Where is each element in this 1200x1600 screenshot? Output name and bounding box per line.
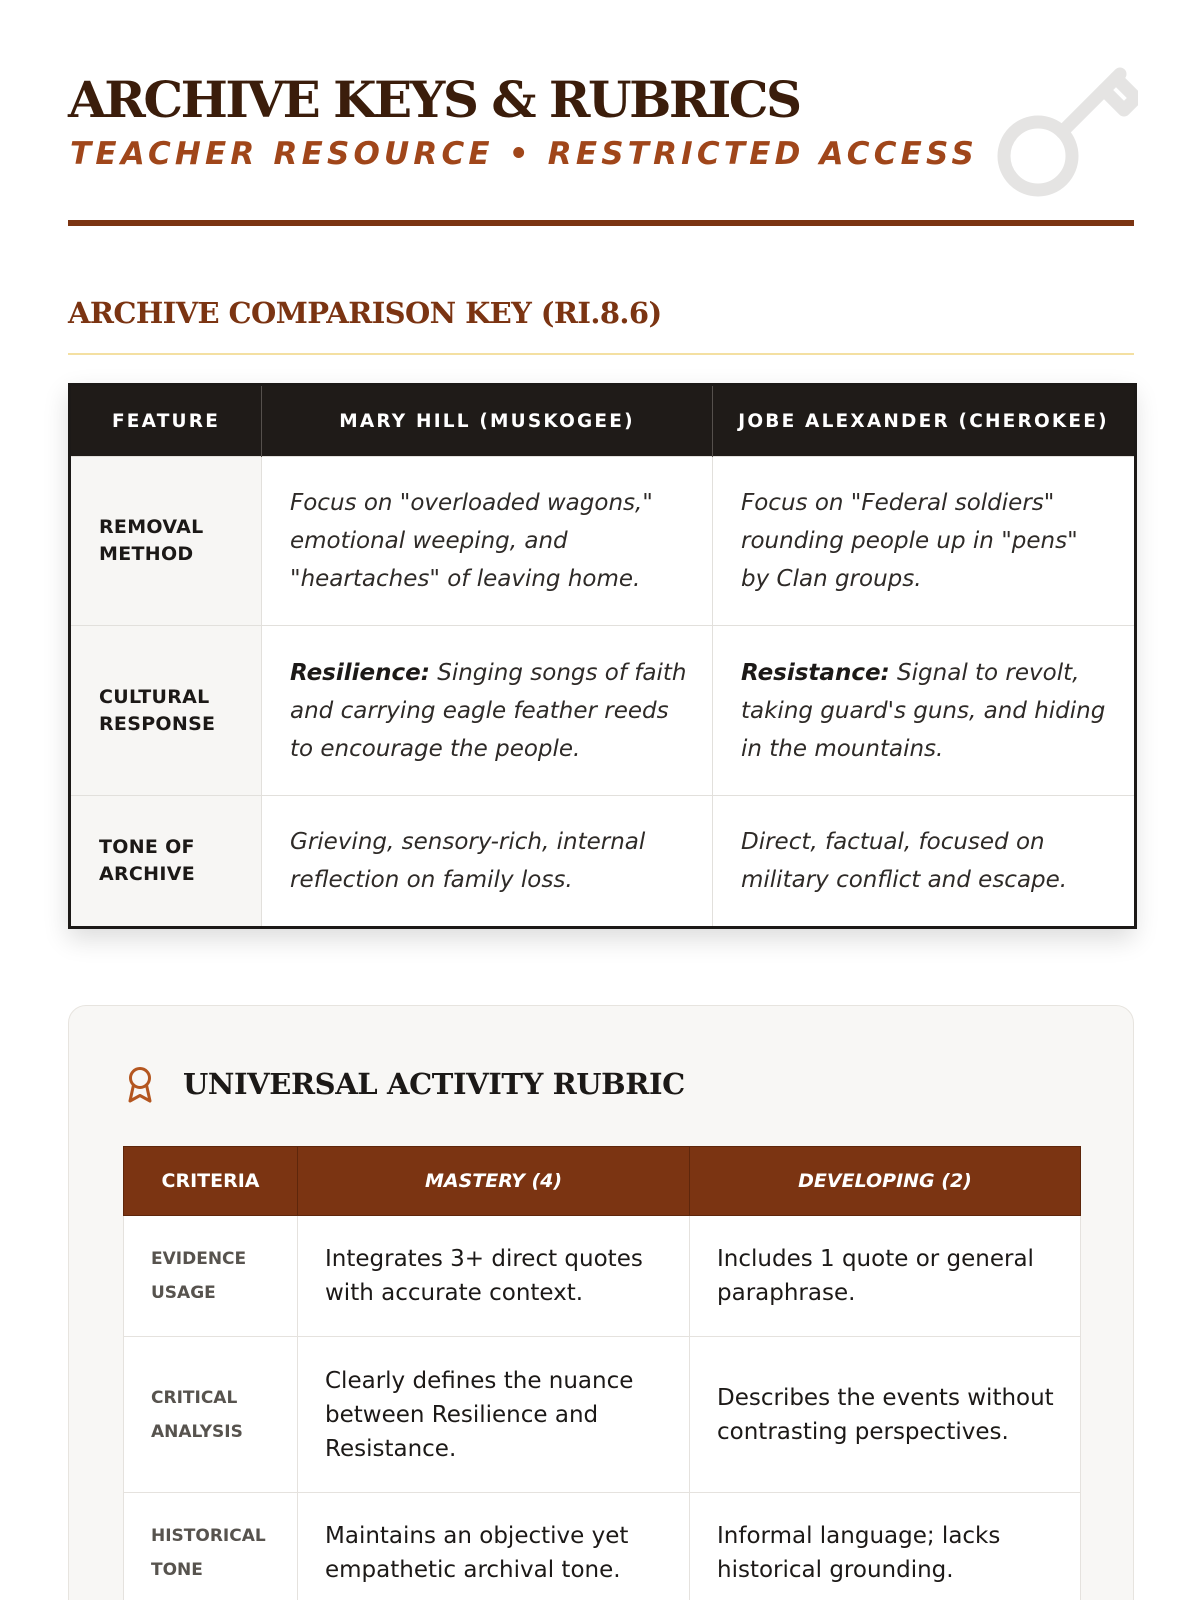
mary-hill-cell xyxy=(262,626,713,796)
column-header-jobe-alexander: JOBE ALEXANDER (CHEROKEE) xyxy=(713,385,1136,457)
column-header-mastery: MASTERY (4) xyxy=(298,1147,690,1216)
column-header-mary-hill: MARY HILL (MUSKOGEE) xyxy=(262,385,713,457)
cell-text: Focus on "Federal soldiers" rounding people up in "pens" by Clan groups. xyxy=(741,490,1078,592)
comparison-divider xyxy=(68,353,1134,355)
cell-text: Grieving, sensory-rich, internal reflection on family loss. xyxy=(290,829,646,893)
comparison-title: ARCHIVE COMPARISON KEY (RI.8.6) xyxy=(68,296,662,330)
cell-text: Singing songs of faith and carrying eagle feather reeds to encourage the people. xyxy=(290,659,687,762)
table-row xyxy=(70,457,1136,626)
developing-cell: Includes 1 quote or general paraphrase. xyxy=(690,1216,1081,1337)
comparison-header-row xyxy=(70,385,1136,457)
cell-lead: Resistance: xyxy=(741,659,890,686)
page-header xyxy=(68,0,1134,228)
table-row xyxy=(70,796,1136,928)
developing-cell: Describes the events without contrasting perspectives. xyxy=(690,1337,1081,1493)
rubric-header-row xyxy=(124,1147,1081,1216)
mastery-cell: Clearly defines the nuance between Resilience and Resistance. xyxy=(298,1337,690,1493)
column-header-developing: DEVELOPING (2) xyxy=(690,1147,1081,1216)
mary-hill-cell xyxy=(262,457,713,626)
cell-lead: Resilience: xyxy=(290,659,430,686)
key-icon xyxy=(992,58,1138,204)
criteria-cell: EVIDENCE USAGE xyxy=(124,1216,298,1337)
table-row xyxy=(124,1216,1081,1337)
page-title: ARCHIVE KEYS & RUBRICS xyxy=(68,70,800,129)
table-row xyxy=(124,1337,1081,1493)
page xyxy=(68,0,1134,1583)
table-row xyxy=(70,626,1136,796)
cell-text: Direct, factual, focused on military conflict and escape. xyxy=(741,829,1068,893)
rubric-title: UNIVERSAL ACTIVITY RUBRIC xyxy=(183,1067,685,1101)
comparison-table-wrapper xyxy=(68,383,1134,929)
criteria-cell: CRITICAL ANALYSIS xyxy=(124,1337,298,1493)
criteria-cell: HISTORICAL TONE xyxy=(124,1493,298,1600)
jobe-alexander-cell xyxy=(713,626,1136,796)
mastery-cell: Integrates 3+ direct quotes with accurate context. xyxy=(298,1216,690,1337)
rubric-table xyxy=(123,1146,1081,1600)
mary-hill-cell xyxy=(262,796,713,928)
cell-text: Signal to revolt, taking guard's guns, and hiding in the mountains. xyxy=(741,659,1106,762)
mastery-cell: Maintains an objective yet empathetic archival tone. xyxy=(298,1493,690,1600)
developing-cell: Informal language; lacks historical grounding. xyxy=(690,1493,1081,1600)
table-row xyxy=(124,1493,1081,1600)
header-divider xyxy=(68,220,1134,226)
rubric-card xyxy=(68,1005,1134,1600)
column-header-criteria: CRITERIA xyxy=(124,1147,298,1216)
column-header-feature: FEATURE xyxy=(70,385,262,457)
feature-cell: CULTURAL RESPONSE xyxy=(70,626,262,796)
page-subtitle: TEACHER RESOURCE • RESTRICTED ACCESS xyxy=(70,136,978,172)
feature-cell: TONE OF ARCHIVE xyxy=(70,796,262,928)
award-ribbon-icon xyxy=(125,1066,155,1104)
feature-cell: REMOVAL METHOD xyxy=(70,457,262,626)
jobe-alexander-cell xyxy=(713,796,1136,928)
comparison-table xyxy=(68,383,1137,929)
cell-text: Focus on "overloaded wagons," emotional weeping, and "heartaches" of leaving home. xyxy=(290,490,653,592)
jobe-alexander-cell xyxy=(713,457,1136,626)
